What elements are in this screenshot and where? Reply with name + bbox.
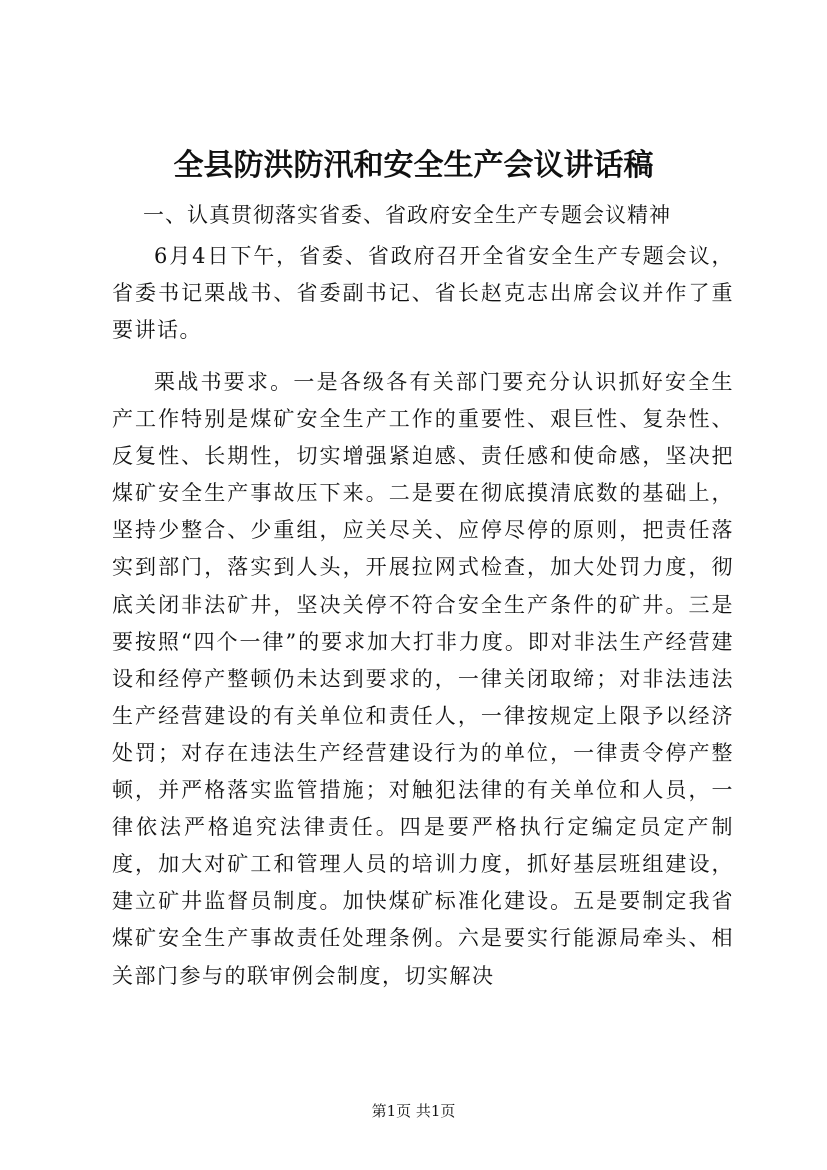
document-title: 全县防洪防汛和安全生产会议讲话稿 [173, 148, 654, 183]
body-paragraph: 6月4日下午，省委、省政府召开全省安全生产专题会议，省委书记栗战书、省委副书记、省长赵克志出席会议并作了重要讲话。 [112, 244, 734, 343]
body-paragraph: 栗战书要求。一是各级各有关部门要充分认识抓好安全生产工作特别是煤矿安全生产工作的重要性、艰巨性、复杂性、反复性、长期性，切实增强紧迫感、责任感和使命感，坚决把煤矿安全生产事故压下来。二是要在彻底摸清底数的基础上，坚持少整合、少重组，应关尽关、应停尽停的原则，把责任落实到部门，落实到人头，开展拉网式检查，加大处罚力度，彻底关闭非法矿井，坚决关停不符合安全生产条件的矿井。三是要按照“四个一律”的要求加大打非力度。即对非法生产经营建设和经停产整顿仍未达到要求的，一律关闭取缔；对非法违法生产经营建设的有关单位和责任人，一律按规定上限予以经济处罚；对存在违法生产经营建设行为的单位，一律责令停产整顿，并严格落实监管措施；对触犯法律的有关单位和人员，一律依法严格追究法律责任。四是要严格执行定编定员定产制度，加大对矿工和管理人员的培训力度，抓好基层班组建设，建立矿井监督员制度。加快煤矿标准化建设。五是要制定我省煤矿安全生产事故责任处理条例。六是要实行能源局牵头、相关部门参与的联审例会制度，切实解决 [112, 370, 734, 988]
section-heading: 一、认真贯彻落实省委、省政府安全生产专题会议精神 [143, 203, 671, 227]
page-footer: 第1页 共1页 [371, 1102, 456, 1120]
